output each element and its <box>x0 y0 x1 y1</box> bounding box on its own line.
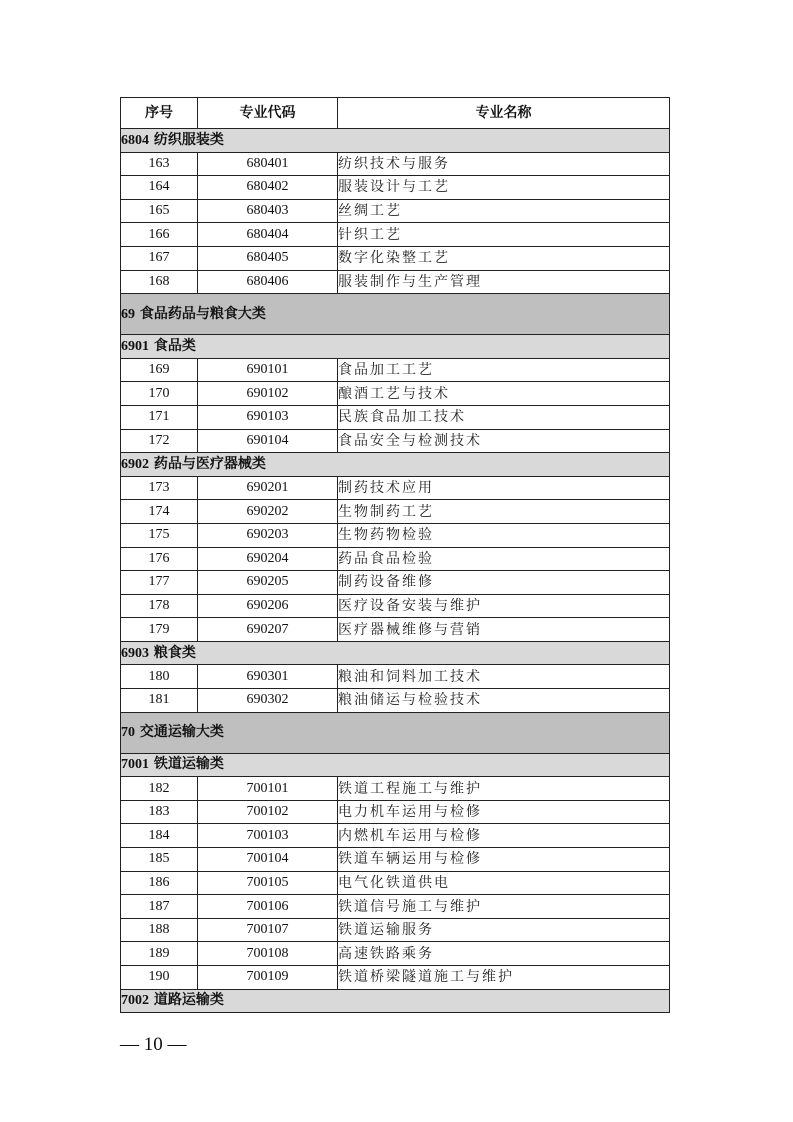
name-cell: 食品安全与检测技术 <box>338 429 670 453</box>
code-cell: 680404 <box>198 223 338 247</box>
name-cell: 食品加工工艺 <box>338 358 670 382</box>
name-cell: 服装设计与工艺 <box>338 176 670 200</box>
seq-cell: 183 <box>121 800 198 824</box>
code-cell: 680406 <box>198 270 338 294</box>
seq-cell: 171 <box>121 405 198 429</box>
category-name: 交通运输大类 <box>139 724 224 741</box>
seq-cell: 179 <box>121 618 198 642</box>
category-code: 6901 <box>121 338 149 354</box>
table-row <box>121 942 670 966</box>
category-cell <box>121 129 670 153</box>
majors-table <box>120 97 670 1013</box>
major-category-row <box>121 712 670 753</box>
seq-cell: 168 <box>121 270 198 294</box>
code-cell: 690104 <box>198 429 338 453</box>
table-header-row <box>121 98 670 129</box>
code-cell: 700103 <box>198 824 338 848</box>
code-cell: 690103 <box>198 405 338 429</box>
category-name: 铁道运输类 <box>153 756 224 773</box>
table-row <box>121 405 670 429</box>
code-cell: 700107 <box>198 918 338 942</box>
seq-cell: 173 <box>121 476 198 500</box>
table-row <box>121 223 670 247</box>
table-row <box>121 665 670 689</box>
subcategory-row <box>121 335 670 359</box>
name-cell: 粮油和饲料加工技术 <box>338 665 670 689</box>
name-cell: 丝绸工艺 <box>338 199 670 223</box>
name-cell: 电力机车运用与检修 <box>338 800 670 824</box>
code-cell: 690201 <box>198 476 338 500</box>
category-cell <box>121 335 670 359</box>
name-cell: 药品食品检验 <box>338 547 670 571</box>
code-cell: 690101 <box>198 358 338 382</box>
name-cell: 医疗器械维修与营销 <box>338 618 670 642</box>
category-cell <box>121 294 670 335</box>
seq-cell: 188 <box>121 918 198 942</box>
name-cell: 制药技术应用 <box>338 476 670 500</box>
name-cell: 铁道桥梁隧道施工与维护 <box>338 966 670 990</box>
header-code: 专业代码 <box>198 98 338 129</box>
seq-cell: 187 <box>121 895 198 919</box>
name-cell: 铁道车辆运用与检修 <box>338 848 670 872</box>
table-row <box>121 777 670 801</box>
page-number: — 10 — <box>120 1034 187 1055</box>
category-code: 7002 <box>121 993 149 1009</box>
name-cell: 铁道运输服务 <box>338 918 670 942</box>
seq-cell: 190 <box>121 966 198 990</box>
name-cell: 粮油储运与检验技术 <box>338 689 670 713</box>
name-cell: 铁道工程施工与维护 <box>338 777 670 801</box>
category-name: 食品类 <box>153 337 196 354</box>
major-category-row <box>121 294 670 335</box>
table-row <box>121 246 670 270</box>
subcategory-row <box>121 989 670 1013</box>
table-row <box>121 848 670 872</box>
seq-cell: 174 <box>121 500 198 524</box>
seq-cell: 166 <box>121 223 198 247</box>
code-cell: 680405 <box>198 246 338 270</box>
table-row <box>121 199 670 223</box>
header-name: 专业名称 <box>338 98 670 129</box>
code-cell: 690302 <box>198 689 338 713</box>
name-cell: 医疗设备安装与维护 <box>338 594 670 618</box>
table-row <box>121 800 670 824</box>
name-cell: 电气化铁道供电 <box>338 871 670 895</box>
category-code: 6903 <box>121 645 149 661</box>
name-cell: 民族食品加工技术 <box>338 405 670 429</box>
table-row <box>121 270 670 294</box>
code-cell: 700104 <box>198 848 338 872</box>
category-code: 69 <box>121 306 135 322</box>
category-cell <box>121 753 670 777</box>
code-cell: 690205 <box>198 571 338 595</box>
category-cell <box>121 712 670 753</box>
table-row <box>121 523 670 547</box>
code-cell: 700105 <box>198 871 338 895</box>
header-seq: 序号 <box>121 98 198 129</box>
seq-cell: 178 <box>121 594 198 618</box>
table-row <box>121 618 670 642</box>
seq-cell: 185 <box>121 848 198 872</box>
name-cell: 生物制药工艺 <box>338 500 670 524</box>
table-row <box>121 152 670 176</box>
code-cell: 690301 <box>198 665 338 689</box>
seq-cell: 177 <box>121 571 198 595</box>
subcategory-row <box>121 129 670 153</box>
name-cell: 制药设备维修 <box>338 571 670 595</box>
seq-cell: 175 <box>121 523 198 547</box>
code-cell: 690206 <box>198 594 338 618</box>
category-code: 7001 <box>121 757 149 773</box>
category-name: 道路运输类 <box>153 992 224 1009</box>
code-cell: 690207 <box>198 618 338 642</box>
name-cell: 铁道信号施工与维护 <box>338 895 670 919</box>
table-row <box>121 429 670 453</box>
category-name: 食品药品与粮食大类 <box>139 305 266 322</box>
code-cell: 680402 <box>198 176 338 200</box>
category-code: 70 <box>121 725 135 741</box>
category-cell <box>121 453 670 477</box>
code-cell: 700102 <box>198 800 338 824</box>
table-row <box>121 476 670 500</box>
code-cell: 700106 <box>198 895 338 919</box>
code-cell: 700101 <box>198 777 338 801</box>
seq-cell: 176 <box>121 547 198 571</box>
name-cell: 服装制作与生产管理 <box>338 270 670 294</box>
name-cell: 内燃机车运用与检修 <box>338 824 670 848</box>
seq-cell: 169 <box>121 358 198 382</box>
category-name: 粮食类 <box>153 644 196 661</box>
table-row <box>121 966 670 990</box>
table-row <box>121 571 670 595</box>
code-cell: 690204 <box>198 547 338 571</box>
table-row <box>121 918 670 942</box>
name-cell: 数字化染整工艺 <box>338 246 670 270</box>
code-cell: 700109 <box>198 966 338 990</box>
seq-cell: 165 <box>121 199 198 223</box>
seq-cell: 163 <box>121 152 198 176</box>
category-code: 6902 <box>121 456 149 472</box>
subcategory-row <box>121 453 670 477</box>
seq-cell: 167 <box>121 246 198 270</box>
name-cell: 高速铁路乘务 <box>338 942 670 966</box>
subcategory-row <box>121 753 670 777</box>
name-cell: 针织工艺 <box>338 223 670 247</box>
table-row <box>121 689 670 713</box>
seq-cell: 182 <box>121 777 198 801</box>
subcategory-row <box>121 641 670 665</box>
category-cell <box>121 989 670 1013</box>
code-cell: 680401 <box>198 152 338 176</box>
seq-cell: 172 <box>121 429 198 453</box>
seq-cell: 186 <box>121 871 198 895</box>
code-cell: 690202 <box>198 500 338 524</box>
code-cell: 690102 <box>198 382 338 406</box>
table-row <box>121 500 670 524</box>
category-name: 药品与医疗器械类 <box>153 455 266 472</box>
code-cell: 690203 <box>198 523 338 547</box>
category-cell <box>121 641 670 665</box>
table-row <box>121 547 670 571</box>
name-cell: 纺织技术与服务 <box>338 152 670 176</box>
table-row <box>121 594 670 618</box>
seq-cell: 180 <box>121 665 198 689</box>
seq-cell: 181 <box>121 689 198 713</box>
table-row <box>121 871 670 895</box>
seq-cell: 189 <box>121 942 198 966</box>
seq-cell: 184 <box>121 824 198 848</box>
seq-cell: 164 <box>121 176 198 200</box>
category-name: 纺织服装类 <box>153 131 224 148</box>
seq-cell: 170 <box>121 382 198 406</box>
table-row <box>121 382 670 406</box>
table-row <box>121 358 670 382</box>
name-cell: 生物药物检验 <box>338 523 670 547</box>
table-row <box>121 824 670 848</box>
table-row <box>121 176 670 200</box>
name-cell: 酿酒工艺与技术 <box>338 382 670 406</box>
table-row <box>121 895 670 919</box>
code-cell: 700108 <box>198 942 338 966</box>
category-code: 6804 <box>121 132 149 148</box>
code-cell: 680403 <box>198 199 338 223</box>
